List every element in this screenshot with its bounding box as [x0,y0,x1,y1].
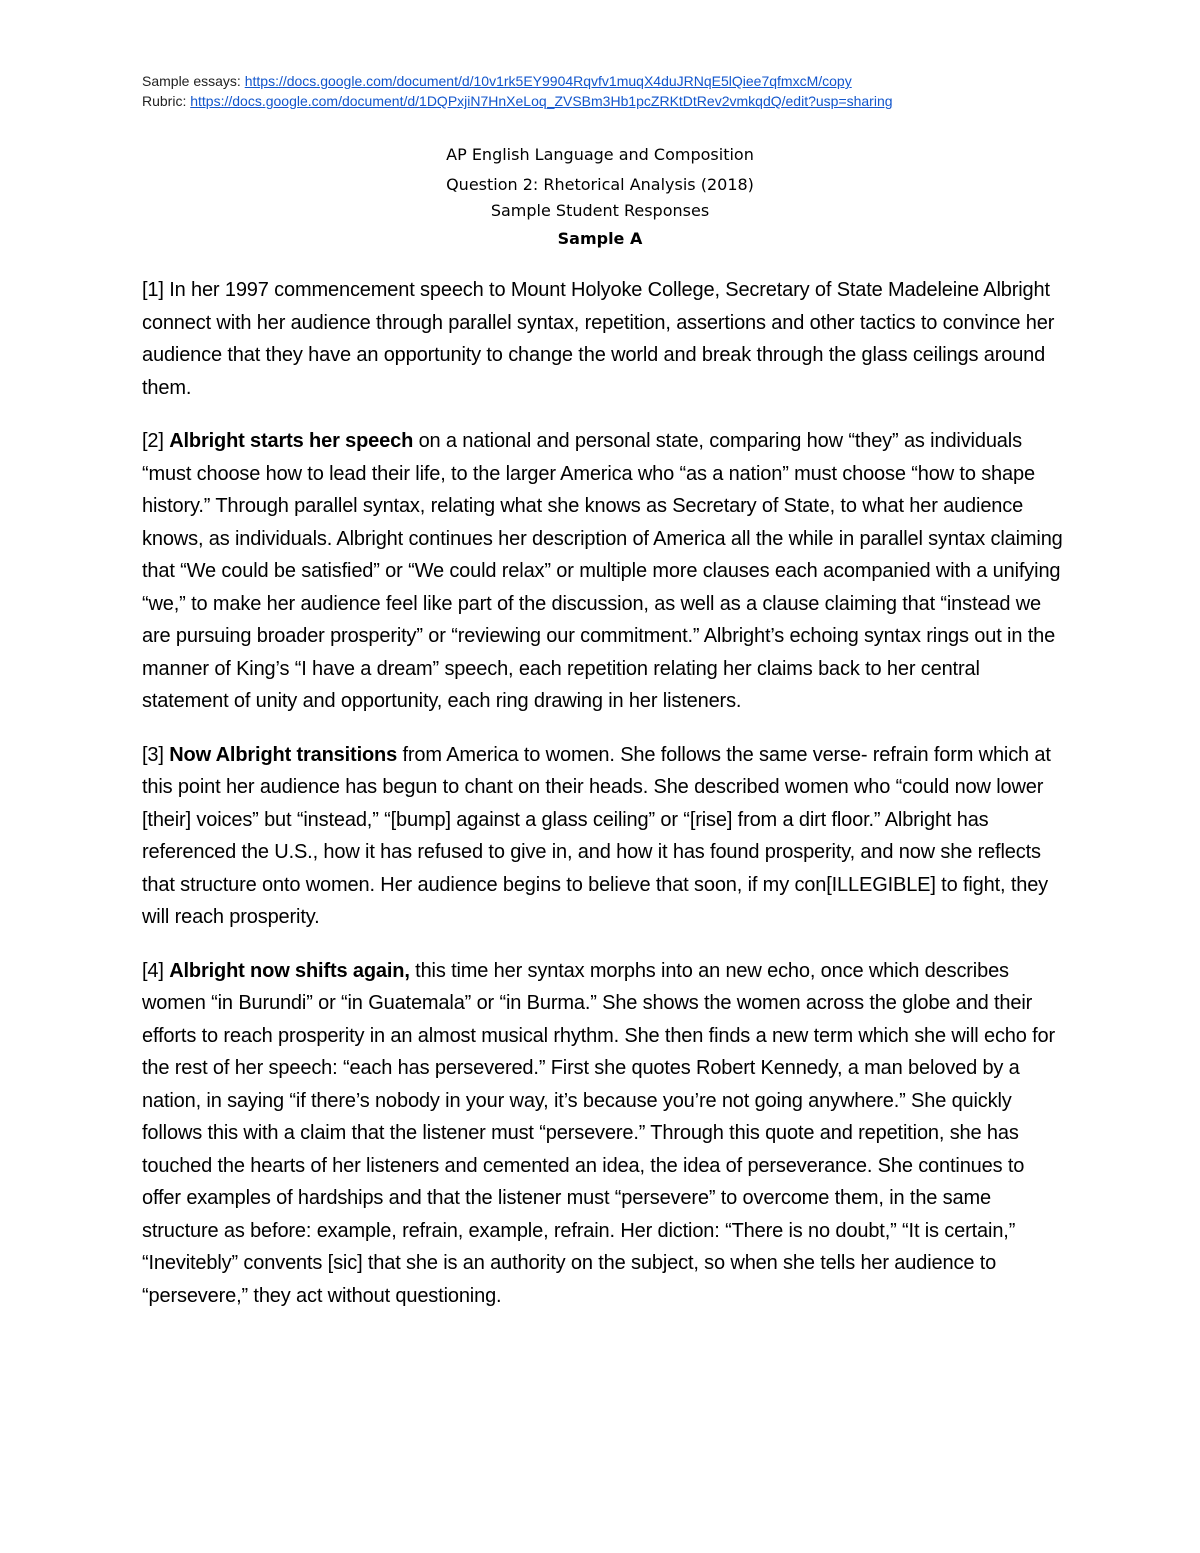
paragraph-number: [1] [142,279,170,301]
sample-essays-link[interactable]: https://docs.google.com/document/d/10v1rk5EY9904Rqvfv1muqX4duJRNqE5lQiee7qfmxcM/copy [244,73,852,89]
paragraph-text: on a national and personal state, comparing how “they” as individuals “must choose how to lead their life, to the larger America who “as a nation” must choose “how to shape history.” Through parallel syntax, relating what she knows as Secretary of State, to what her audience knows, as individuals. Albright continues her description of America all the while in parallel syntax claiming that “We could be satisfied” or “We could relax” or multiple more clauses each acompanied with a unifying “we,” to make her audience feel like part of the discussion, as well as a clause claiming that “instead we are pursuing broader prosperity” or “reviewing our commitment.” Albright’s echoing syntax rings out in the manner of King’s “I have a dream” speech, each repetition relating her claims back to her central statement of unity and opportunity, each ring drawing in her listeners. [142,430,1063,712]
source-links [142,71,893,111]
paragraph-2 [142,425,1067,718]
sample-label: Sample A [557,229,643,248]
sample-essays-label: Sample essays: [142,73,245,89]
paragraph-lead: Albright starts her speech [169,430,414,452]
course-title: AP English Language and Composition [446,145,754,164]
sample-essays-line [142,71,893,91]
rubric-label: Rubric: [142,93,191,109]
paragraph-lead: Now Albright transitions [169,743,398,766]
question-title: Question 2: Rhetorical Analysis (2018) [446,175,754,194]
paragraph-4 [142,955,1067,1313]
rubric-line [142,91,893,111]
paragraph-text: from America to women. She follows the same verse- refrain form which at this point her audience has begun to chant on their heads. She described women who “could now lower [their] voices” but “instead,” “[bump] against a glass ceiling” or “[rise] from a dirt floor.” Albright has referenced the U.S., how it has refused to give in, and how it has found prosperity, and now she reflects that structure onto women. Her audience begins to believe that soon, if my con[ILLEGIBLE] to fight, they will reach prosperity. [142,743,1051,928]
paragraph-3 [142,739,1067,934]
subtitle: Sample Student Responses [490,201,710,220]
paragraph-text: this time her syntax morphs into an new echo, once which describes women “in Burundi” or “in Guatemala” or “in Burma.” She shows the women across the globe and their efforts to reach prosperity in an almost musical rhythm. She then finds a new term which she will echo for the rest of her speech: “each has persevered.” First she quotes Robert Kennedy, a man beloved by a nation, in saying “if there’s nobody in your way, it’s because you’re not going anywhere.” She quickly follows this with a claim that the listener must “persevere.” Through this quote and repetition, she has touched the hearts of her listeners and cemented an idea, the idea of perseverance. She continues to offer examples of hardships and that the listener must “persevere” to overcome them, in the same structure as before: example, refrain, example, refrain. Her diction: “There is no doubt,” “It is certain,” “Inevitebly” convents [sic] that she is an authority on the subject, so when she tells her audience to “persevere,” they act without questioning. [142,959,1056,1307]
paragraph-lead: Albright now shifts again, [169,959,410,982]
document-header [0,142,1200,252]
essay-body [142,274,1067,1333]
paragraph-number: [2] [142,430,170,452]
paragraph-number: [4] [142,959,170,982]
paragraph-number: [3] [142,743,170,766]
paragraph-1 [142,274,1067,404]
rubric-link[interactable]: https://docs.google.com/document/d/1DQPxjiN7HnXeLoq_ZVSBm3Hb1pcZRKtDtRev2vmkqdQ/edit?usp=sharing [190,93,893,109]
paragraph-text: In her 1997 commencement speech to Mount Holyoke College, Secretary of State Madeleine Albright connect with her audience through parallel syntax, repetition, assertions and other tactics to convince her audience that they have an opportunity to change the world and break through the glass ceilings around them. [142,279,1055,399]
